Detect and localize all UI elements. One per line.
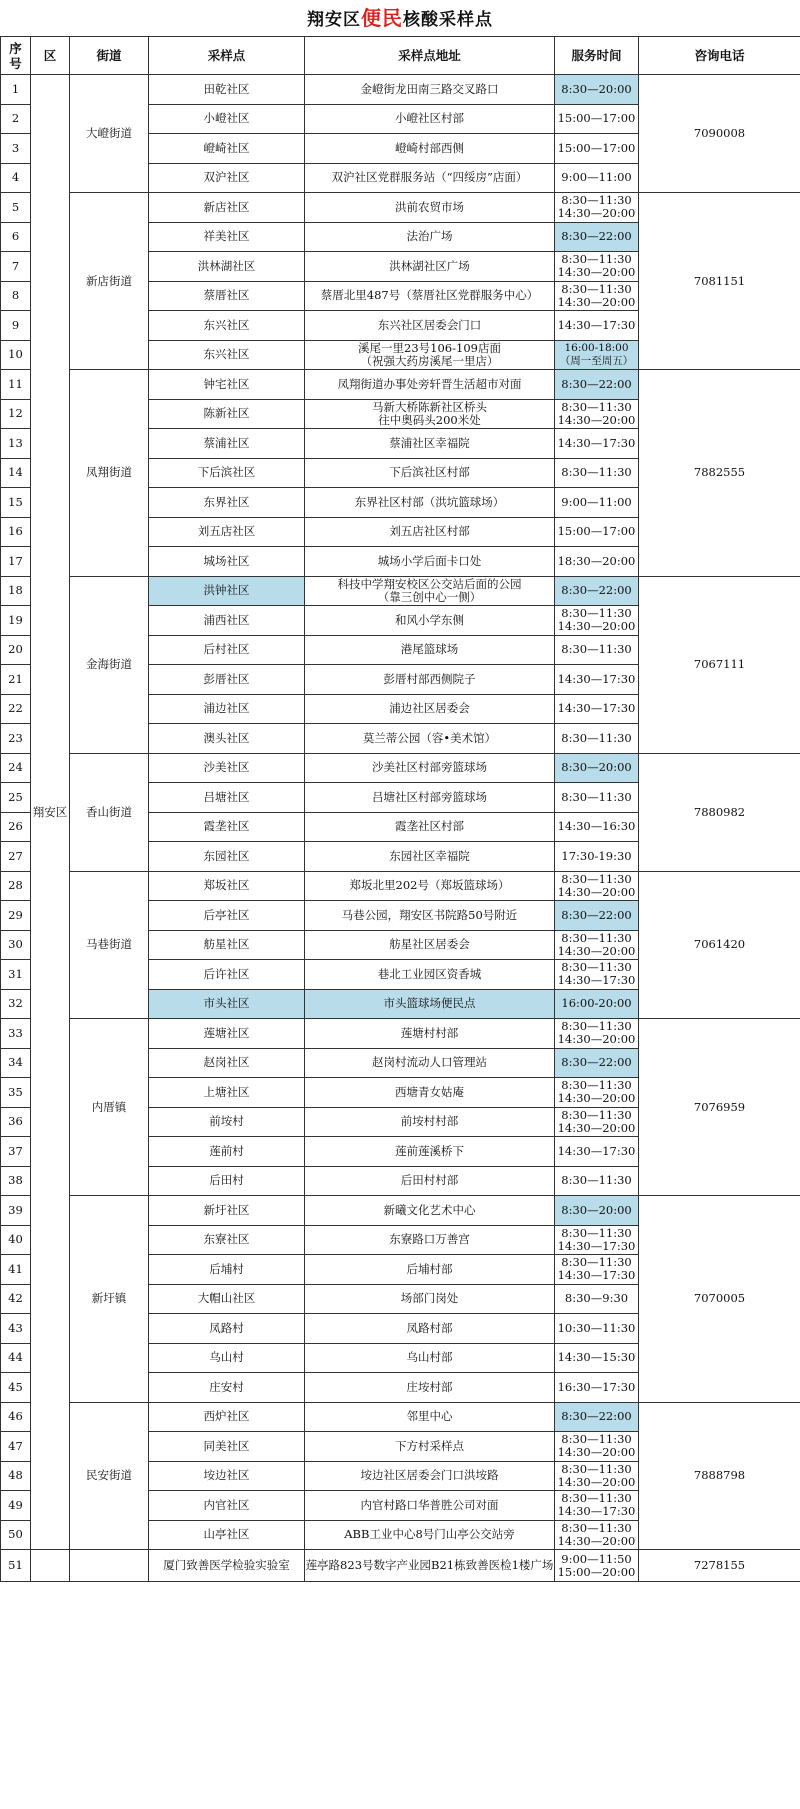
district-cell: 翔安区 [31, 75, 70, 1550]
time-cell: 8:30—11:30 14:30—17:30 [555, 1255, 639, 1285]
time-cell: 8:30—11:30 14:30—17:30 [555, 1491, 639, 1521]
row-index: 25 [1, 783, 31, 813]
phone-cell: 7076959 [639, 1019, 800, 1196]
table-row [1, 1402, 800, 1432]
table-row [1, 871, 800, 901]
site-cell: 莲前村 [149, 1137, 305, 1167]
site-cell: 新店社区 [149, 193, 305, 223]
row-index: 13 [1, 429, 31, 459]
address-cell: 霞垄社区村部 [305, 812, 555, 842]
time-cell: 8:30—11:30 14:30—20:00 [555, 1461, 639, 1491]
row-index: 10 [1, 340, 31, 370]
address-cell: 场部门岗处 [305, 1284, 555, 1314]
site-cell: 东界社区 [149, 488, 305, 518]
time-cell: 17:30-19:30 [555, 842, 639, 872]
time-cell: 8:30—11:30 14:30—20:00 [555, 1520, 639, 1550]
time-cell: 8:30—11:30 14:30—20:00 [555, 930, 639, 960]
time-cell: 8:30—22:00 [555, 1048, 639, 1078]
address-cell: 新曦文化艺术中心 [305, 1196, 555, 1226]
address-cell: 凤翔街道办事处旁轩晋生活超市对面 [305, 370, 555, 400]
row-index: 48 [1, 1461, 31, 1491]
address-cell: 浦边社区居委会 [305, 694, 555, 724]
row-index: 27 [1, 842, 31, 872]
street-cell: 金海街道 [70, 576, 149, 753]
row-index: 44 [1, 1343, 31, 1373]
street-cell: 马巷街道 [70, 871, 149, 1019]
site-cell: 后村社区 [149, 635, 305, 665]
row-index: 35 [1, 1078, 31, 1108]
time-cell: 8:30—22:00 [555, 1402, 639, 1432]
time-cell: 8:30—22:00 [555, 576, 639, 606]
table-row [1, 1196, 800, 1226]
address-cell: 莲亭路823号数字产业园B21栋致善医检1楼广场 [305, 1550, 555, 1582]
row-index: 12 [1, 399, 31, 429]
header-row [1, 37, 800, 75]
site-cell: 上塘社区 [149, 1078, 305, 1108]
address-cell: 城场小学后面卡口处 [305, 547, 555, 577]
address-cell: 沙美社区村部旁篮球场 [305, 753, 555, 783]
address-cell: 溪尾一里23号106-109店面 （祝强大药房溪尾一里店） [305, 340, 555, 370]
table-body [1, 75, 800, 1582]
header-address: 采样点地址 [305, 37, 555, 75]
table-row [1, 193, 800, 223]
row-index: 47 [1, 1432, 31, 1462]
header-phone: 咨询电话 [639, 37, 800, 75]
time-cell: 9:00—11:00 [555, 163, 639, 193]
site-cell: 凤路村 [149, 1314, 305, 1344]
time-cell: 8:30—20:00 [555, 75, 639, 105]
site-cell: 洪林湖社区 [149, 252, 305, 282]
site-cell: 后埔村 [149, 1255, 305, 1285]
header-site: 采样点 [149, 37, 305, 75]
time-cell: 16:30—17:30 [555, 1373, 639, 1403]
time-cell: 8:30—11:30 14:30—20:00 [555, 1107, 639, 1137]
site-cell: 厦门致善医学检验实验室 [149, 1550, 305, 1582]
site-cell: 吕塘社区 [149, 783, 305, 813]
site-cell: 刘五店社区 [149, 517, 305, 547]
row-index: 32 [1, 989, 31, 1019]
address-cell: 莲塘村村部 [305, 1019, 555, 1049]
site-cell: 大帽山社区 [149, 1284, 305, 1314]
address-cell: 凤路村部 [305, 1314, 555, 1344]
phone-cell: 7090008 [639, 75, 800, 193]
row-index: 14 [1, 458, 31, 488]
site-cell: 浦西社区 [149, 606, 305, 636]
site-cell: 前垵村 [149, 1107, 305, 1137]
row-index: 42 [1, 1284, 31, 1314]
address-cell: 蔡厝北里487号（蔡厝社区党群服务中心） [305, 281, 555, 311]
address-cell: 内官村路口华普胜公司对面 [305, 1491, 555, 1521]
site-cell: 市头社区 [149, 989, 305, 1019]
row-index: 34 [1, 1048, 31, 1078]
time-cell: 16:00-18:00 （周一至周五） [555, 340, 639, 370]
row-index: 9 [1, 311, 31, 341]
time-cell: 18:30—20:00 [555, 547, 639, 577]
time-cell: 14:30—15:30 [555, 1343, 639, 1373]
row-index: 51 [1, 1550, 31, 1582]
site-cell: 洪钟社区 [149, 576, 305, 606]
row-index: 40 [1, 1225, 31, 1255]
site-cell: 沙美社区 [149, 753, 305, 783]
row-index: 16 [1, 517, 31, 547]
row-index: 37 [1, 1137, 31, 1167]
table-row [1, 370, 800, 400]
address-cell: 下后滨社区村部 [305, 458, 555, 488]
street-cell: 民安街道 [70, 1402, 149, 1550]
time-cell: 8:30—11:30 [555, 724, 639, 754]
sampling-sites-table [0, 36, 800, 1582]
row-index: 31 [1, 960, 31, 990]
header-street: 街道 [70, 37, 149, 75]
street-cell: 内厝镇 [70, 1019, 149, 1196]
row-index: 11 [1, 370, 31, 400]
row-index: 19 [1, 606, 31, 636]
site-cell: 钟宅社区 [149, 370, 305, 400]
site-cell: 山亭社区 [149, 1520, 305, 1550]
address-cell: 后埔村部 [305, 1255, 555, 1285]
header-index: 序 号 [1, 37, 31, 75]
site-cell: 东兴社区 [149, 340, 305, 370]
site-cell: 嶝崎社区 [149, 134, 305, 164]
site-cell: 蔡浦社区 [149, 429, 305, 459]
time-cell: 8:30—11:30 14:30—20:00 [555, 871, 639, 901]
site-cell: 郑坂社区 [149, 871, 305, 901]
site-cell: 乌山村 [149, 1343, 305, 1373]
site-cell: 西炉社区 [149, 1402, 305, 1432]
address-cell: 科技中学翔安校区公交站后面的公园 （靠三创中心一侧） [305, 576, 555, 606]
row-index: 6 [1, 222, 31, 252]
address-cell: ABB工业中心8号门山亭公交站旁 [305, 1520, 555, 1550]
time-cell: 14:30—17:30 [555, 665, 639, 695]
address-cell: 庄垵村部 [305, 1373, 555, 1403]
site-cell: 内官社区 [149, 1491, 305, 1521]
row-index: 20 [1, 635, 31, 665]
address-cell: 和风小学东侧 [305, 606, 555, 636]
time-cell: 14:30—17:30 [555, 694, 639, 724]
time-cell: 8:30—11:30 14:30—20:00 [555, 281, 639, 311]
site-cell: 后田村 [149, 1166, 305, 1196]
address-cell: 下方村采样点 [305, 1432, 555, 1462]
time-cell: 14:30—17:30 [555, 311, 639, 341]
time-cell: 8:30—9:30 [555, 1284, 639, 1314]
time-cell: 8:30—20:00 [555, 1196, 639, 1226]
site-cell: 田乾社区 [149, 75, 305, 105]
time-cell: 15:00—17:00 [555, 134, 639, 164]
row-index: 18 [1, 576, 31, 606]
street-cell [70, 1550, 149, 1582]
row-index: 30 [1, 930, 31, 960]
site-cell: 赵岗社区 [149, 1048, 305, 1078]
address-cell: 吕塘社区村部旁篮球场 [305, 783, 555, 813]
address-cell: 东兴社区居委会门口 [305, 311, 555, 341]
site-cell: 同美社区 [149, 1432, 305, 1462]
address-cell: 赵岗村流动人口管理站 [305, 1048, 555, 1078]
row-index: 5 [1, 193, 31, 223]
phone-cell: 7278155 [639, 1550, 800, 1582]
row-index: 38 [1, 1166, 31, 1196]
address-cell: 嶝崎村部西侧 [305, 134, 555, 164]
phone-cell: 7081151 [639, 193, 800, 370]
site-cell: 东园社区 [149, 842, 305, 872]
time-cell: 8:30—20:00 [555, 753, 639, 783]
address-cell: 东界社区村部（洪坑篮球场） [305, 488, 555, 518]
site-cell: 庄安村 [149, 1373, 305, 1403]
address-cell: 马巷公园，翔安区书院路50号附近 [305, 901, 555, 931]
site-cell: 东寮社区 [149, 1225, 305, 1255]
site-cell: 彭厝社区 [149, 665, 305, 695]
time-cell: 10:30—11:30 [555, 1314, 639, 1344]
row-index: 50 [1, 1520, 31, 1550]
time-cell: 14:30—17:30 [555, 429, 639, 459]
row-index: 17 [1, 547, 31, 577]
row-index: 49 [1, 1491, 31, 1521]
site-cell: 陈新社区 [149, 399, 305, 429]
site-cell: 东兴社区 [149, 311, 305, 341]
site-cell: 城场社区 [149, 547, 305, 577]
header-time: 服务时间 [555, 37, 639, 75]
time-cell: 8:30—11:30 14:30—20:00 [555, 1432, 639, 1462]
street-cell: 新圩镇 [70, 1196, 149, 1403]
time-cell: 8:30—11:30 [555, 635, 639, 665]
time-cell: 8:30—11:30 14:30—20:00 [555, 1078, 639, 1108]
address-cell: 后田村村部 [305, 1166, 555, 1196]
site-cell: 下后滨社区 [149, 458, 305, 488]
row-index: 7 [1, 252, 31, 282]
time-cell: 14:30—17:30 [555, 1137, 639, 1167]
row-index: 21 [1, 665, 31, 695]
address-cell: 舫星社区居委会 [305, 930, 555, 960]
street-cell: 香山街道 [70, 753, 149, 871]
page-title: 翔安区便民核酸采样点 [307, 6, 493, 30]
time-cell: 14:30—16:30 [555, 812, 639, 842]
time-cell: 8:30—11:30 14:30—20:00 [555, 252, 639, 282]
address-cell: 双沪社区党群服务站（“四绥房”店面） [305, 163, 555, 193]
row-index: 4 [1, 163, 31, 193]
row-index: 1 [1, 75, 31, 105]
row-index: 15 [1, 488, 31, 518]
address-cell: 莲前莲溪桥下 [305, 1137, 555, 1167]
row-index: 43 [1, 1314, 31, 1344]
row-index: 28 [1, 871, 31, 901]
address-cell: 东园社区幸福院 [305, 842, 555, 872]
phone-cell: 7880982 [639, 753, 800, 871]
address-cell: 洪前农贸市场 [305, 193, 555, 223]
row-index: 29 [1, 901, 31, 931]
district-cell-blank [31, 1550, 70, 1582]
address-cell: 法治广场 [305, 222, 555, 252]
time-cell: 8:30—22:00 [555, 370, 639, 400]
address-cell: 西塘青女姑庵 [305, 1078, 555, 1108]
time-cell: 9:00—11:00 [555, 488, 639, 518]
site-cell: 澳头社区 [149, 724, 305, 754]
street-cell: 新店街道 [70, 193, 149, 370]
time-cell: 8:30—22:00 [555, 222, 639, 252]
address-cell: 前垵村村部 [305, 1107, 555, 1137]
time-cell: 9:00—11:50 15:00—20:00 [555, 1550, 639, 1582]
phone-cell: 7070005 [639, 1196, 800, 1403]
phone-cell: 7061420 [639, 871, 800, 1019]
row-index: 8 [1, 281, 31, 311]
row-index: 39 [1, 1196, 31, 1226]
time-cell: 8:30—11:30 14:30—17:30 [555, 1225, 639, 1255]
row-index: 46 [1, 1402, 31, 1432]
address-cell: 市头篮球场便民点 [305, 989, 555, 1019]
site-cell: 后亭社区 [149, 901, 305, 931]
row-index: 3 [1, 134, 31, 164]
row-index: 33 [1, 1019, 31, 1049]
table-row [1, 1550, 800, 1582]
street-cell: 大嶝街道 [70, 75, 149, 193]
row-index: 45 [1, 1373, 31, 1403]
address-cell: 港尾篮球场 [305, 635, 555, 665]
address-cell: 垵边社区居委会门口洪垵路 [305, 1461, 555, 1491]
header-district: 区 [31, 37, 70, 75]
time-cell: 8:30—11:30 [555, 458, 639, 488]
address-cell: 莫兰蒂公园（容•美术馆） [305, 724, 555, 754]
address-cell: 小嶝社区村部 [305, 104, 555, 134]
site-cell: 垵边社区 [149, 1461, 305, 1491]
site-cell: 莲塘社区 [149, 1019, 305, 1049]
address-cell: 巷北工业园区资香城 [305, 960, 555, 990]
site-cell: 后许社区 [149, 960, 305, 990]
address-cell: 邻里中心 [305, 1402, 555, 1432]
table-row [1, 1019, 800, 1049]
time-cell: 16:00-20:00 [555, 989, 639, 1019]
time-cell: 15:00—17:00 [555, 104, 639, 134]
row-index: 36 [1, 1107, 31, 1137]
table-row [1, 576, 800, 606]
address-cell: 蔡浦社区幸福院 [305, 429, 555, 459]
row-index: 22 [1, 694, 31, 724]
row-index: 23 [1, 724, 31, 754]
site-cell: 祥美社区 [149, 222, 305, 252]
phone-cell: 7067111 [639, 576, 800, 753]
site-cell: 小嶝社区 [149, 104, 305, 134]
address-cell: 马新大桥陈新社区桥头 往中奥码头200米处 [305, 399, 555, 429]
row-index: 26 [1, 812, 31, 842]
address-cell: 彭厝村部西侧院子 [305, 665, 555, 695]
row-index: 24 [1, 753, 31, 783]
table-row [1, 753, 800, 783]
address-cell: 刘五店社区村部 [305, 517, 555, 547]
time-cell: 8:30—11:30 14:30—17:30 [555, 960, 639, 990]
time-cell: 8:30—11:30 14:30—20:00 [555, 399, 639, 429]
time-cell: 8:30—11:30 14:30—20:00 [555, 193, 639, 223]
table-row [1, 75, 800, 105]
time-cell: 8:30—11:30 [555, 1166, 639, 1196]
site-cell: 舫星社区 [149, 930, 305, 960]
time-cell: 15:00—17:00 [555, 517, 639, 547]
address-cell: 乌山村部 [305, 1343, 555, 1373]
address-cell: 郑坂北里202号（郑坂篮球场） [305, 871, 555, 901]
address-cell: 东寮路口万善宫 [305, 1225, 555, 1255]
street-cell: 凤翔街道 [70, 370, 149, 577]
row-index: 41 [1, 1255, 31, 1285]
time-cell: 8:30—22:00 [555, 901, 639, 931]
site-cell: 霞垄社区 [149, 812, 305, 842]
address-cell: 洪林湖社区广场 [305, 252, 555, 282]
time-cell: 8:30—11:30 14:30—20:00 [555, 1019, 639, 1049]
site-cell: 蔡厝社区 [149, 281, 305, 311]
time-cell: 8:30—11:30 [555, 783, 639, 813]
site-cell: 浦边社区 [149, 694, 305, 724]
time-cell: 8:30—11:30 14:30—20:00 [555, 606, 639, 636]
site-cell: 双沪社区 [149, 163, 305, 193]
address-cell: 金嶝街龙田南三路交叉路口 [305, 75, 555, 105]
site-cell: 新圩社区 [149, 1196, 305, 1226]
row-index: 2 [1, 104, 31, 134]
phone-cell: 7882555 [639, 370, 800, 577]
phone-cell: 7888798 [639, 1402, 800, 1550]
